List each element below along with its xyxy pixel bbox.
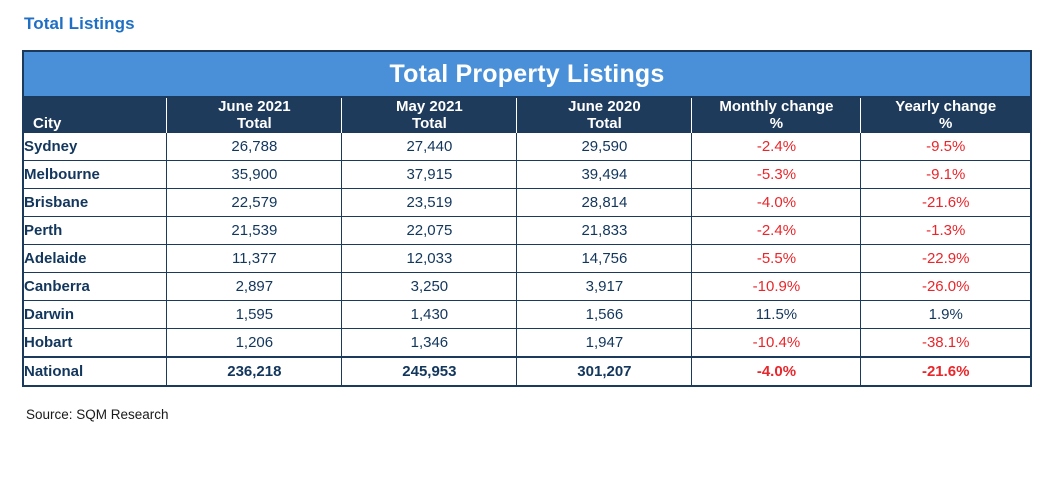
cell-may-2021-total: 245,953 xyxy=(342,357,517,385)
cell-june-2020: 1,566 xyxy=(517,301,692,329)
cell-june-2021: 22,579 xyxy=(167,189,342,217)
cell-june-2020: 29,590 xyxy=(517,133,692,161)
cell-monthly-change: 11.5% xyxy=(692,301,861,329)
cell-yearly-change: -21.6% xyxy=(861,189,1030,217)
cell-may-2021: 1,346 xyxy=(342,329,517,358)
cell-may-2021: 23,519 xyxy=(342,189,517,217)
cell-city: Brisbane xyxy=(24,189,167,217)
table-row xyxy=(24,161,1030,189)
column-header-yearly-change-line2: % xyxy=(939,115,953,132)
table-row xyxy=(24,273,1030,301)
cell-monthly-change: -5.3% xyxy=(692,161,861,189)
cell-city: Melbourne xyxy=(24,161,167,189)
table-row xyxy=(24,301,1030,329)
cell-yearly-change: -38.1% xyxy=(861,329,1030,358)
cell-june-2021: 11,377 xyxy=(167,245,342,273)
cell-june-2021: 1,206 xyxy=(167,329,342,358)
cell-may-2021: 37,915 xyxy=(342,161,517,189)
column-header-monthly-change-line1: Monthly change xyxy=(719,98,834,115)
cell-yearly-change: 1.9% xyxy=(861,301,1030,329)
column-header-june-2020 xyxy=(517,97,692,133)
cell-june-2020: 39,494 xyxy=(517,161,692,189)
cell-monthly-change-total: -4.0% xyxy=(692,357,861,385)
table-header-row xyxy=(24,97,1030,133)
column-header-june-2021-line1: June 2021 xyxy=(218,98,291,115)
column-header-june-2021-line2: Total xyxy=(237,115,272,132)
cell-yearly-change: -22.9% xyxy=(861,245,1030,273)
table-row xyxy=(24,245,1030,273)
table-row xyxy=(24,133,1030,161)
column-header-yearly-change-line1: Yearly change xyxy=(895,98,997,115)
cell-june-2021: 2,897 xyxy=(167,273,342,301)
cell-monthly-change: -5.5% xyxy=(692,245,861,273)
cell-monthly-change: -2.4% xyxy=(692,133,861,161)
cell-city: Hobart xyxy=(24,329,167,358)
column-header-june-2021 xyxy=(167,97,342,133)
cell-june-2021: 1,595 xyxy=(167,301,342,329)
table-total-row xyxy=(24,357,1030,385)
cell-june-2020: 21,833 xyxy=(517,217,692,245)
column-header-monthly-change-line2: % xyxy=(769,115,784,132)
cell-may-2021: 22,075 xyxy=(342,217,517,245)
cell-may-2021: 1,430 xyxy=(342,301,517,329)
cell-may-2021: 3,250 xyxy=(342,273,517,301)
table-row xyxy=(24,189,1030,217)
cell-city: Adelaide xyxy=(24,245,167,273)
cell-monthly-change: -2.4% xyxy=(692,217,861,245)
cell-yearly-change: -1.3% xyxy=(861,217,1030,245)
table-caption: Total Property Listings xyxy=(24,52,1030,97)
cell-june-2020: 14,756 xyxy=(517,245,692,273)
cell-june-2020: 3,917 xyxy=(517,273,692,301)
table-row xyxy=(24,329,1030,358)
column-header-yearly-change xyxy=(861,97,1030,133)
cell-city: Perth xyxy=(24,217,167,245)
source-note: Source: SQM Research xyxy=(26,407,169,422)
cell-june-2021: 35,900 xyxy=(167,161,342,189)
cell-may-2021: 27,440 xyxy=(342,133,517,161)
table-caption-row xyxy=(24,52,1030,97)
cell-monthly-change: -10.4% xyxy=(692,329,861,358)
cell-city-total: National xyxy=(24,357,167,385)
cell-june-2020-total: 301,207 xyxy=(517,357,692,385)
column-header-may-2021 xyxy=(342,97,517,133)
column-header-june-2020-line2: Total xyxy=(587,115,622,132)
cell-monthly-change: -4.0% xyxy=(692,189,861,217)
cell-may-2021: 12,033 xyxy=(342,245,517,273)
cell-monthly-change: -10.9% xyxy=(692,273,861,301)
column-header-may-2021-line1: May 2021 xyxy=(396,98,463,115)
table-body xyxy=(24,133,1030,386)
column-header-may-2021-line2: Total xyxy=(412,115,447,132)
column-header-monthly-change xyxy=(692,97,861,133)
listings-table xyxy=(24,52,1030,385)
cell-yearly-change-total: -21.6% xyxy=(861,357,1030,385)
page-title: Total Listings xyxy=(24,14,135,33)
cell-city: Sydney xyxy=(24,133,167,161)
cell-june-2021: 26,788 xyxy=(167,133,342,161)
cell-city: Canberra xyxy=(24,273,167,301)
cell-yearly-change: -26.0% xyxy=(861,273,1030,301)
cell-june-2020: 28,814 xyxy=(517,189,692,217)
listings-table-container xyxy=(22,50,1032,387)
cell-june-2021-total: 236,218 xyxy=(167,357,342,385)
column-header-june-2020-line1: June 2020 xyxy=(568,98,641,115)
cell-june-2020: 1,947 xyxy=(517,329,692,358)
cell-june-2021: 21,539 xyxy=(167,217,342,245)
cell-yearly-change: -9.5% xyxy=(861,133,1030,161)
cell-city: Darwin xyxy=(24,301,167,329)
cell-yearly-change: -9.1% xyxy=(861,161,1030,189)
column-header-city-label: City xyxy=(33,115,62,132)
column-header-city xyxy=(24,97,167,133)
table-row xyxy=(24,217,1030,245)
